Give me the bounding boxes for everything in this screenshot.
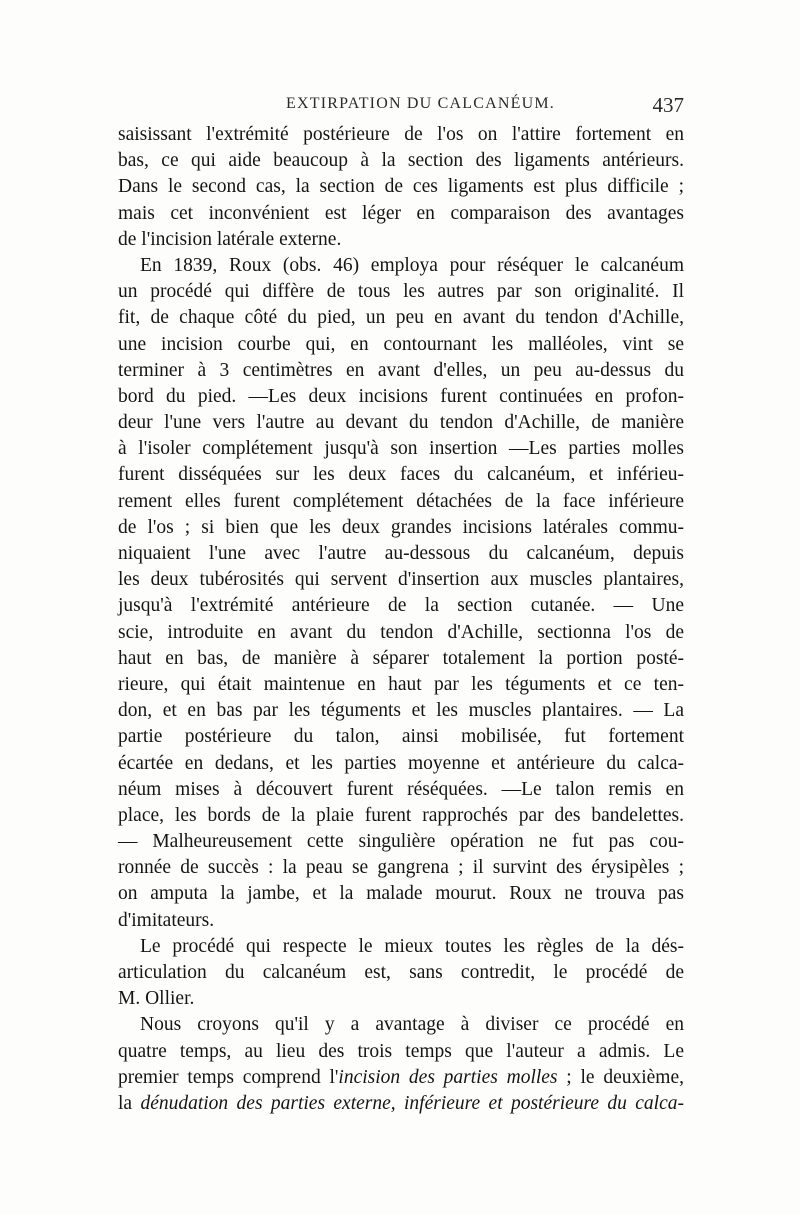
text-line: d'imitateurs. bbox=[118, 909, 215, 931]
text-line: jusqu'à l'extrémité antérieure de la section cutanée. — Une bbox=[118, 595, 684, 617]
text-line: rement elles furent complétement détachées de la face inférieure bbox=[118, 490, 684, 512]
text-run: la bbox=[118, 1092, 141, 1114]
italic-run: incision des parties molles bbox=[338, 1066, 558, 1088]
text-line: Nous croyons qu'il y a avantage à diviser ce procédé en bbox=[140, 1014, 684, 1036]
text-line: deur l'une vers l'autre au devant du tendon d'Achille, de manière bbox=[118, 412, 684, 434]
text-line: un procédé qui diffère de tous les autres par son originalité. Il bbox=[118, 281, 684, 303]
text-line: les deux tubérosités qui servent d'insertion aux muscles plantaires, bbox=[118, 569, 684, 591]
text-line: En 1839, Roux (obs. 46) employa pour réséquer le calcanéum bbox=[140, 254, 684, 276]
text-line: à l'isoler complétement jusqu'à son insertion —Les parties molles bbox=[118, 438, 684, 460]
text-line: rieure, qui était maintenue en haut par les téguments et ce ten- bbox=[118, 673, 684, 695]
text-run: premier temps comprend l' bbox=[118, 1066, 339, 1088]
page-number: 437 bbox=[652, 93, 684, 117]
running-title: EXTIRPATION DU CALCANÉUM. bbox=[286, 95, 555, 112]
text-line bbox=[118, 1065, 684, 1091]
text-line: une incision courbe qui, en contournant les malléoles, vint se bbox=[118, 333, 684, 355]
text-line: scie, introduite en avant du tendon d'Achille, sectionna l'os de bbox=[118, 621, 684, 643]
text-line: fit, de chaque côté du pied, un peu en avant du tendon d'Achille, bbox=[118, 307, 684, 329]
body-text bbox=[118, 122, 684, 1117]
text-line: articulation du calcanéum est, sans contredit, le procédé de bbox=[118, 962, 684, 983]
text-line: don, et en bas par les téguments et les muscles plantaires. — La bbox=[118, 700, 684, 722]
text-line: Le procédé qui respecte le mieux toutes les règles de la dés- bbox=[140, 935, 684, 957]
text-line: partie postérieure du talon, ainsi mobilisée, fut fortement bbox=[118, 726, 684, 748]
text-line: bord du pied. —Les deux incisions furent continuées en profon- bbox=[118, 385, 684, 407]
text-line: — Malheureusement cette singulière opération ne fut pas cou- bbox=[118, 831, 684, 853]
text-line: M. Ollier. bbox=[118, 988, 195, 1010]
text-line: saisissant l'extrémité postérieure de l'os on l'attire fortement en bbox=[118, 124, 684, 145]
text-line: terminer à 3 centimètres en avant d'elles, un peu au-dessus du bbox=[118, 359, 684, 381]
text-line: de l'os ; si bien que les deux grandes incisions latérales commu- bbox=[118, 516, 684, 538]
text-line bbox=[118, 1091, 684, 1117]
text-line: quatre temps, au lieu des trois temps que l'auteur a admis. Le bbox=[118, 1040, 684, 1062]
text-line: Dans le second cas, la section de ces ligaments est plus difficile ; bbox=[118, 176, 684, 198]
text-line: niquaient l'une avec l'autre au-dessous du calcanéum, depuis bbox=[118, 543, 684, 564]
text-line: place, les bords de la plaie furent rapprochés par des bandelettes. bbox=[118, 804, 684, 826]
text-line: écartée en dedans, et les parties moyenne et antérieure du calca- bbox=[118, 752, 684, 774]
text-line: ronnée de succès : la peau se gangrena ; il survint des érysipèles ; bbox=[118, 857, 684, 879]
text-run: ; le deuxième, bbox=[557, 1066, 684, 1088]
page-header bbox=[118, 95, 684, 121]
italic-run: dénudation des parties externe, inférieure et postérieure du calca- bbox=[140, 1092, 684, 1114]
text-line: néum mises à découvert furent réséquées. —Le talon remis en bbox=[118, 778, 684, 800]
text-line: de l'incision latérale externe. bbox=[118, 228, 342, 250]
text-line: mais cet inconvénient est léger en comparaison des avantages bbox=[118, 202, 684, 224]
text-line: bas, ce qui aide beaucoup à la section des ligaments antérieurs. bbox=[118, 150, 684, 172]
text-line: on amputa la jambe, et la malade mourut. Roux ne trouva pas bbox=[118, 883, 684, 905]
text-line: haut en bas, de manière à séparer totalement la portion posté- bbox=[118, 647, 684, 669]
text-line: furent disséquées sur les deux faces du calcanéum, et inférieu- bbox=[118, 464, 684, 486]
